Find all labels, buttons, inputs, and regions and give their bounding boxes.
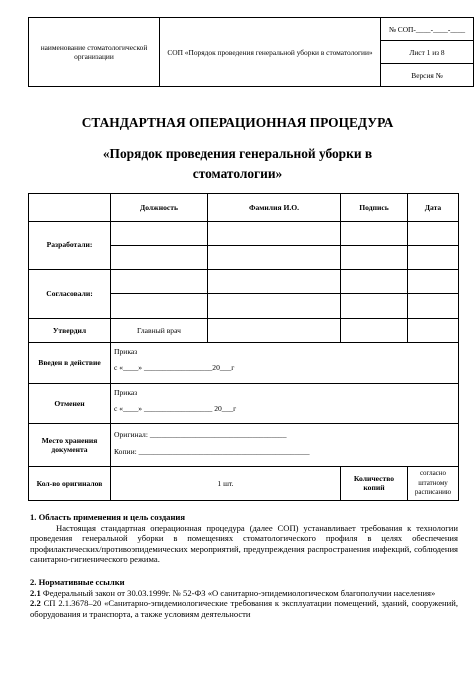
sop-title-cell: СОП «Порядок проведения генеральной уборки в стоматологии»	[160, 18, 381, 87]
table-cell	[408, 294, 459, 319]
storage-copies: Копии: _____________________________________________	[114, 447, 310, 457]
document-header-table	[28, 17, 474, 87]
table-cell	[408, 269, 459, 294]
table-cell	[408, 318, 459, 343]
document-subtitle-text: «Порядок проведения генеральной уборки в стоматологии»	[102, 146, 373, 181]
col-signature: Подпись	[341, 194, 408, 222]
introduced-order-cell	[111, 343, 459, 384]
document-body	[30, 512, 458, 619]
table-cell	[341, 318, 408, 343]
cancelled-order: Приказ	[114, 387, 138, 397]
section1-text: Настоящая стандартная операционная процедура (далее СОП) устанавливает требования к технологии проведения генеральной уборки в помещениях стоматологического профиля в целях обеспечения профилактических/противоэпидемических мероприятий, предупреждения распространения инфекций, соблюдения санитарно-гигиенического режима.	[30, 522, 458, 565]
cancelled-order-cell	[111, 383, 459, 424]
section2-item1	[30, 588, 458, 599]
table-cell	[111, 294, 208, 319]
developed-label: Разработали:	[29, 221, 111, 269]
table-cell	[208, 269, 341, 294]
org-name-cell: наименование стоматологической организации	[29, 18, 160, 87]
agreed-label: Согласовали:	[29, 269, 111, 318]
document-title: СТАНДАРТНАЯ ОПЕРАЦИОННАЯ ПРОЦЕДУРА	[81, 115, 394, 130]
table-cell	[408, 221, 459, 246]
table-cell	[111, 269, 208, 294]
table-cell	[341, 221, 408, 246]
approval-table	[28, 193, 459, 501]
section2-item2-text: СП 2.1.3678–20 «Санитарно-эпидемиологические требования к эксплуатации помещений, зданий, сооружений, оборудования и транспорта, а также условиям деятельности	[30, 598, 458, 619]
table-cell	[341, 294, 408, 319]
document-subtitle	[0, 144, 475, 184]
table-cell	[111, 221, 208, 246]
table-cell	[208, 246, 341, 269]
introduced-order: Приказ	[114, 347, 138, 357]
approved-position: Главный врач	[111, 318, 208, 343]
version-cell: Версия №	[381, 64, 474, 87]
section2-item2	[30, 598, 458, 619]
storage-original: Оригинал: ____________________________________	[114, 430, 287, 440]
section2-heading: 2. Нормативные ссылки	[30, 576, 125, 587]
cancelled-label: Отменен	[29, 383, 111, 424]
introduced-label: Введен в действие	[29, 343, 111, 384]
col-name: Фамилия И.О.	[208, 194, 341, 222]
section2-item2-num: 2.2	[30, 598, 41, 609]
approved-label: Утвердил	[29, 318, 111, 343]
table-header-row	[29, 194, 459, 222]
section2-item1-num: 2.1	[30, 587, 41, 598]
section1-heading: 1. Область применения и цель создания	[30, 512, 186, 522]
col-date: Дата	[408, 194, 459, 222]
storage-cell	[111, 424, 459, 467]
introduced-order-date: с «____» __________________20___г	[114, 363, 235, 373]
empty-corner-cell	[29, 194, 111, 222]
table-cell	[208, 221, 341, 246]
sop-number-cell: № СОП-____-____-____	[381, 18, 474, 41]
col-position: Должность	[111, 194, 208, 222]
table-cell	[408, 246, 459, 269]
storage-label: Место хранения документа	[29, 424, 111, 467]
cancelled-order-date: с «____» __________________ 20___г	[114, 403, 237, 413]
table-cell	[341, 246, 408, 269]
originals-count-label: Кол-во оригиналов	[29, 466, 111, 500]
section2-item1-text: Федеральный закон от 30.03.1999г. № 52-ФЗ «О санитарно-эпидемиологическом благополучии населения»	[42, 587, 436, 598]
table-cell	[111, 246, 208, 269]
originals-count: 1 шт.	[111, 466, 341, 500]
copies-count: согласно штатному расписанию	[408, 466, 459, 500]
table-cell	[208, 294, 341, 319]
sheet-cell: Лист 1 из 8	[381, 41, 474, 64]
table-cell	[341, 269, 408, 294]
table-cell	[208, 318, 341, 343]
copies-count-label: Количество копий	[341, 466, 408, 500]
